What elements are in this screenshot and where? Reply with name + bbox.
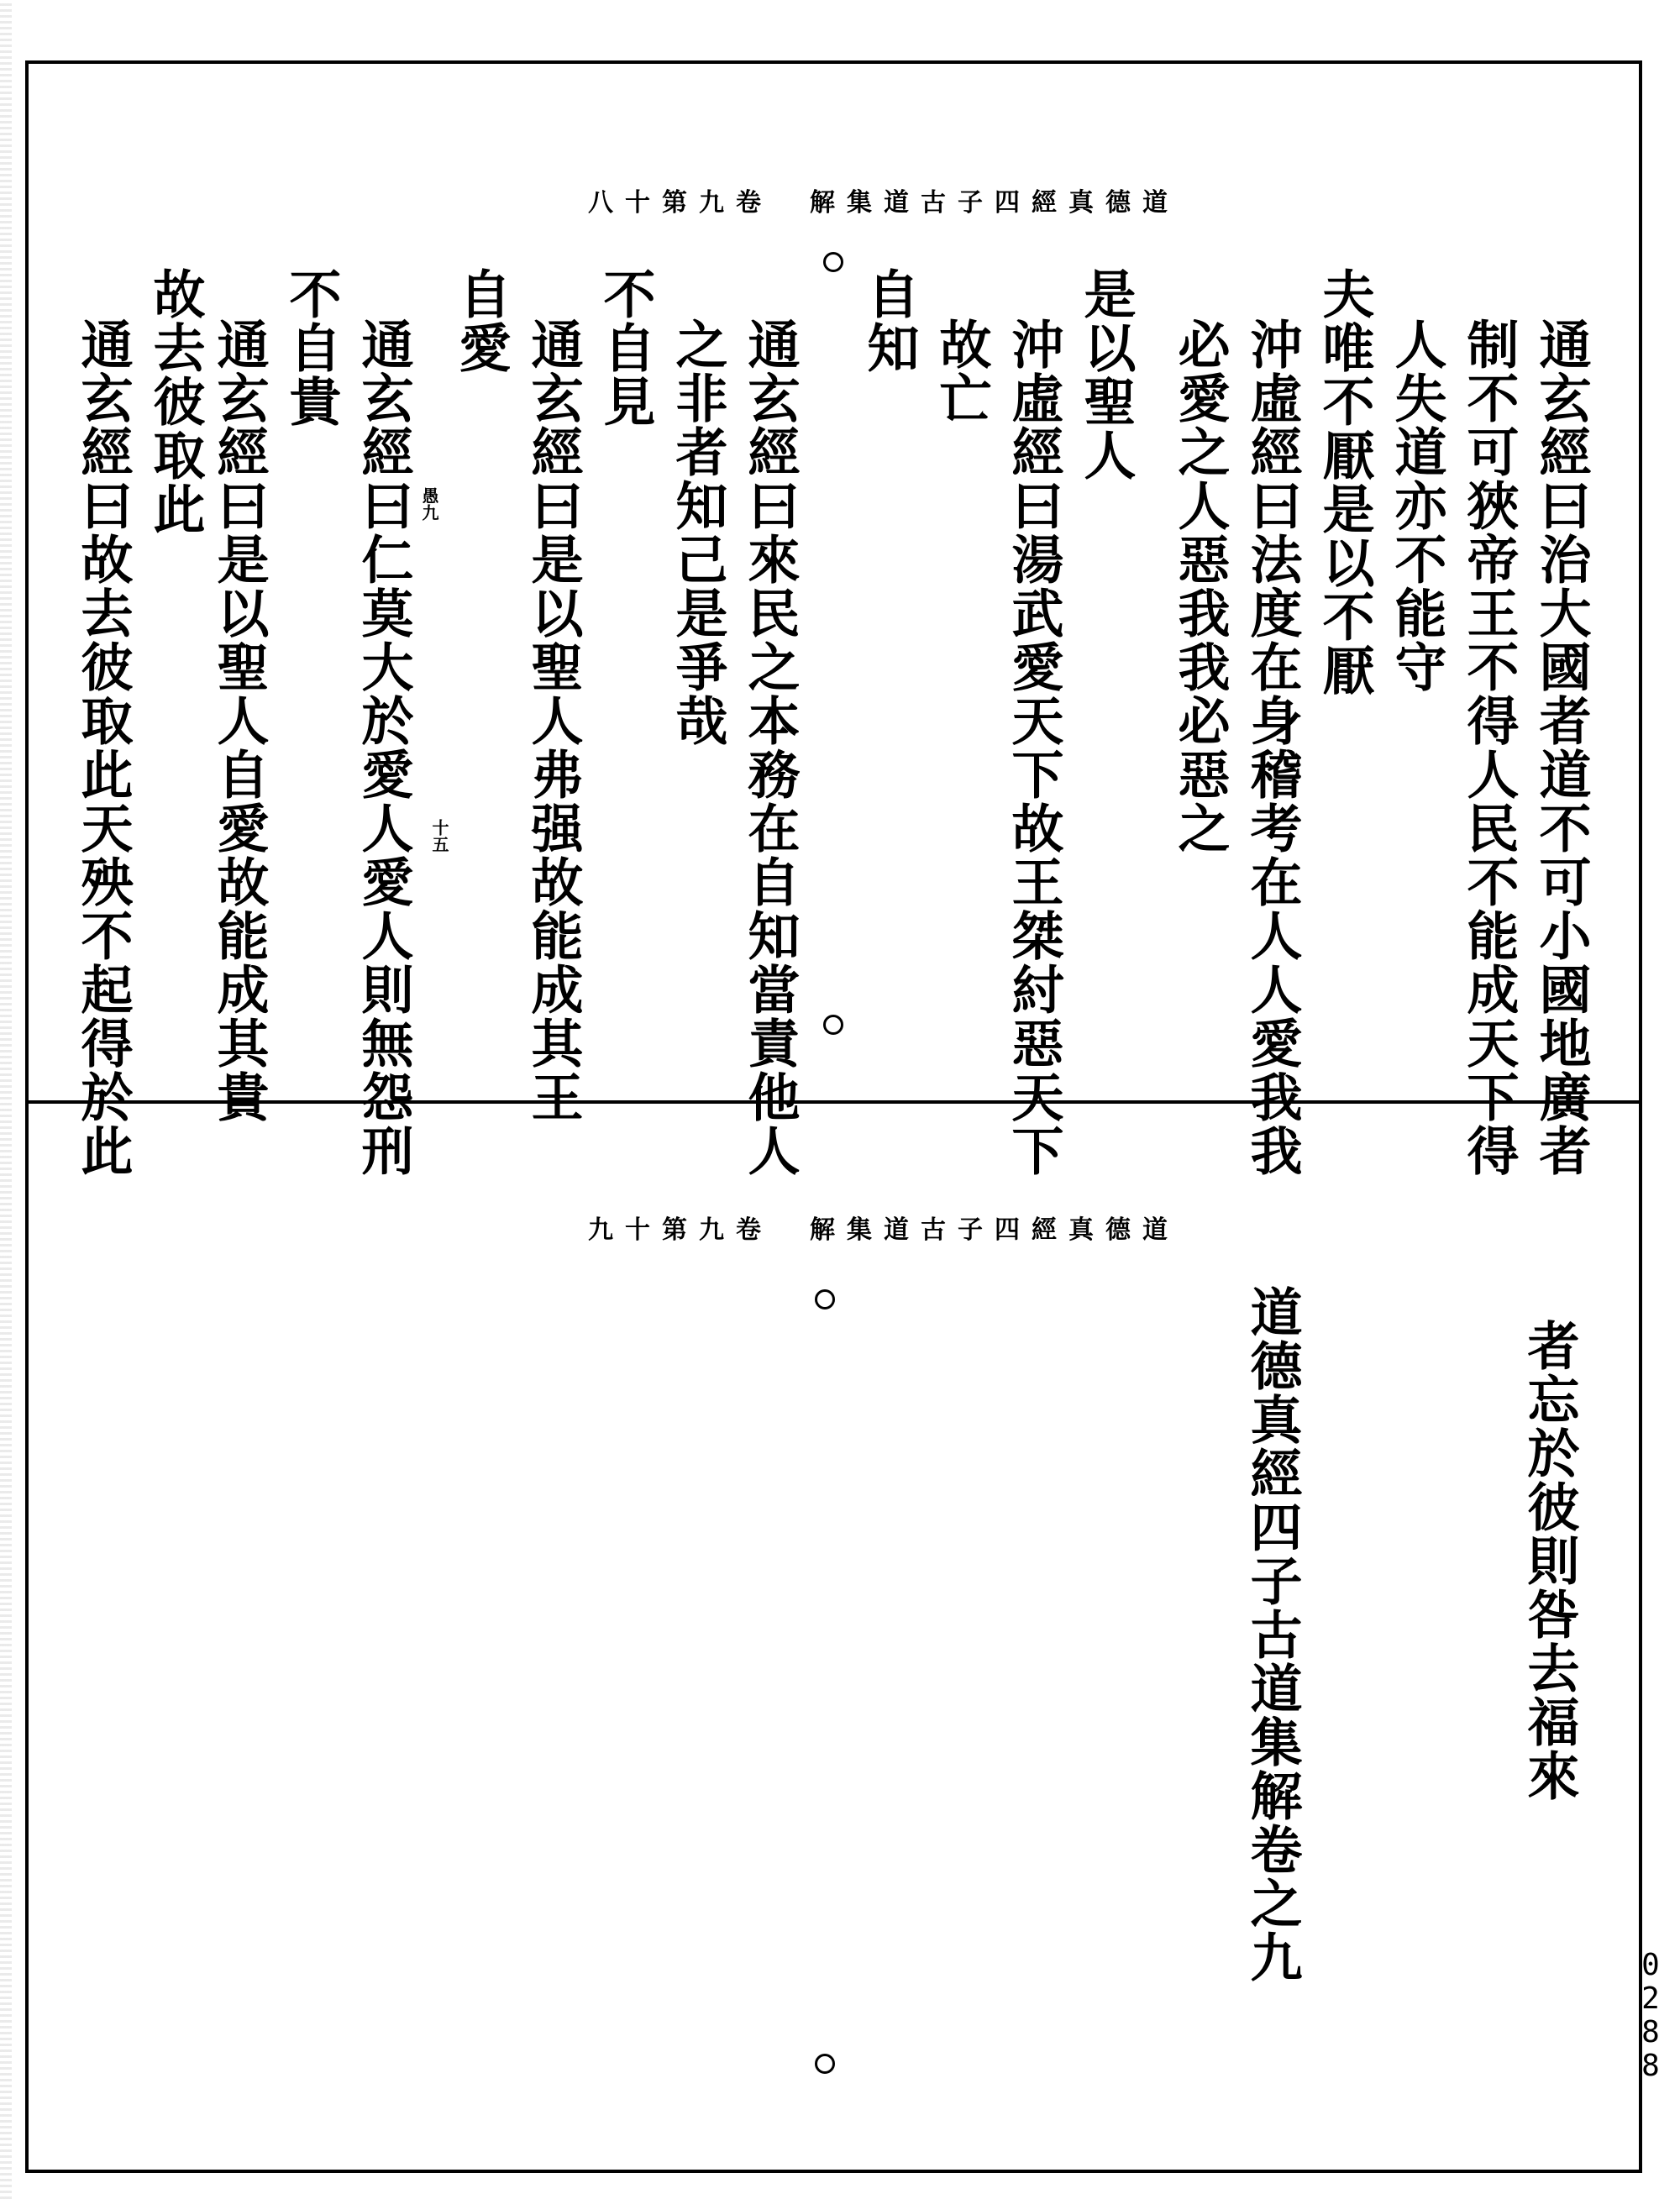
- text-column-2: 制不可狹帝王不得人民不能成天下得: [1458, 318, 1520, 1178]
- text-column-12: 之非者知己是爭哉: [667, 318, 728, 748]
- volume-end-title: 道德真經四子古道集解卷之九: [1242, 1285, 1303, 1984]
- text-column-4: 夫唯不厭是以不厭: [1314, 267, 1375, 697]
- text-column-17: 不自貴: [281, 267, 342, 428]
- scan-edge-noise: [0, 0, 12, 2199]
- text-column-5: 沖虛經曰法度在身稽考在人人愛我我: [1242, 318, 1303, 1178]
- text-column-18: 通玄經曰是以聖人自愛故能成其貴: [208, 318, 270, 1124]
- text-column-11: 通玄經曰來民之本務在自知當責他人: [739, 318, 801, 1178]
- text-column-closing: 者忘於彼則咎去福來: [1519, 1319, 1580, 1803]
- page-number: 0288: [1641, 1948, 1660, 2083]
- text-column-15: 自愛: [450, 267, 512, 375]
- circle-mark: [815, 2054, 835, 2074]
- text-column-7: 是以聖人: [1075, 267, 1137, 482]
- interlinear-note: 十五: [429, 819, 449, 853]
- text-column-14: 通玄經曰是以聖人弗强故能成其王: [522, 318, 584, 1124]
- running-header-bottom: 道德真經四子古道集解 卷九第十九: [588, 1215, 1179, 1245]
- text-column-20: 通玄經曰故去彼取此天殃不起得於此: [72, 318, 134, 1178]
- running-header-top: 道德真經四子古道集解 卷九第十八: [588, 188, 1179, 218]
- text-column-1: 通玄經曰治大國者道不可小國地廣者: [1530, 318, 1592, 1178]
- text-column-3: 人失道亦不能守: [1386, 318, 1447, 694]
- text-column-13: 不自見: [595, 267, 656, 428]
- text-column-9: 故亡: [931, 318, 992, 425]
- circle-mark: [815, 1289, 835, 1309]
- interlinear-note: 愚九: [419, 487, 439, 521]
- text-column-19: 故去彼取此: [144, 267, 206, 536]
- text-column-8: 沖虛經曰湯武愛天下故王桀紂惡天下: [1003, 318, 1064, 1178]
- text-column-10: 自知: [858, 267, 920, 375]
- circle-mark: [823, 1015, 843, 1035]
- text-column-6: 必愛之人惡我我必惡之: [1169, 318, 1231, 855]
- text-column-16: 通玄經曰仁莫大於愛人愛人則無怨刑: [353, 318, 414, 1178]
- circle-mark: [823, 252, 843, 272]
